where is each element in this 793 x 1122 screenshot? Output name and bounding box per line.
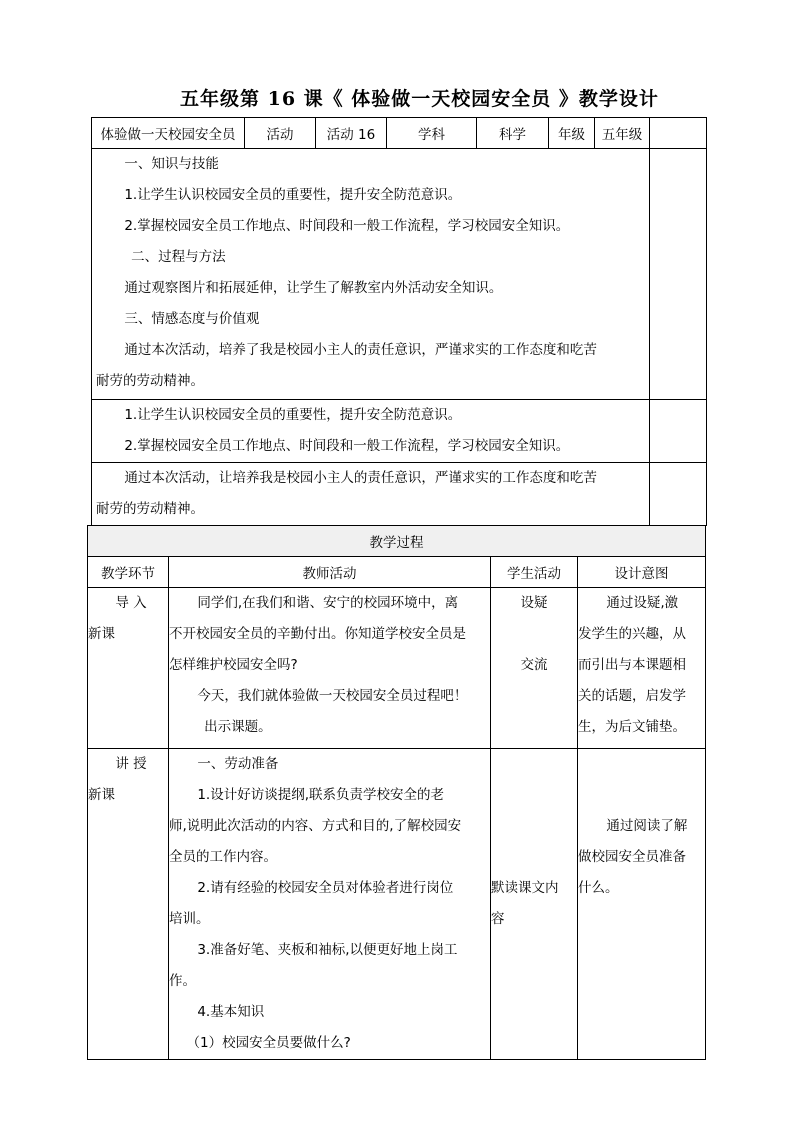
process-column-header-row: [88, 557, 706, 588]
objective-item-1: 1.让学生认识校园安全员的重要性，提升安全防范意识。: [124, 187, 462, 203]
intro-intent-line-3: 而引出与本课题相: [578, 657, 686, 673]
difficulty-side-cell: [650, 463, 707, 526]
teach-teacher-line-1: 一、劳动准备: [197, 756, 279, 772]
teach-teacher-line-10: （1）校园安全员要做什么?: [186, 1035, 351, 1051]
intro-intent-cell: [578, 588, 706, 749]
teach-student-b: 容: [491, 911, 505, 927]
grade-value-cell: 五年级: [595, 118, 650, 149]
objective-heading-3: 三、情感态度与价值观: [124, 311, 260, 327]
difficulty-line-b: 耐劳的劳动精神。: [96, 501, 204, 517]
empty-cell: [650, 118, 707, 149]
objectives-side-cell: [650, 149, 707, 400]
teach-stage-b: 新课: [88, 787, 115, 803]
process-title-row: [88, 526, 706, 557]
objectives-row: [92, 149, 707, 400]
objective-item-2: 2.掌握校园安全员工作地点、时间段和一般工作流程，学习校园安全知识。: [124, 218, 570, 234]
intro-intent-line-2: 发学生的兴趣，从: [578, 626, 686, 642]
teach-teacher-line-5: 2.请有经验的校园安全员对体验者进行岗位: [197, 880, 454, 896]
teach-row: [88, 749, 706, 1060]
intro-intent-line-1: 通过设疑,激: [606, 595, 679, 611]
spacer: [491, 619, 577, 650]
teach-teacher-line-6: 培训。: [169, 911, 210, 927]
teach-teacher-line-3: 师,说明此次活动的内容、方式和目的,了解校园安: [169, 818, 462, 834]
intro-intent-line-4: 关的话题，启发学: [578, 688, 686, 704]
teach-student-cell: [491, 749, 578, 1060]
lesson-header-row: [92, 118, 707, 149]
subject-value-cell: 科学: [477, 118, 549, 149]
teach-intent-line-1: 通过阅读了解: [606, 818, 688, 834]
teach-student-a: 默读课文内: [491, 880, 559, 896]
intro-row: [88, 588, 706, 749]
teach-intent-line-2: 做校园安全员准备: [578, 849, 686, 865]
teaching-process-table: [87, 525, 706, 1060]
intro-stage-cell: [88, 588, 169, 749]
objective-item-4b: 耐劳的劳动精神。: [96, 373, 204, 389]
intro-teacher-line-1: 同学们,在我们和谐、安宁的校园环境中，离: [197, 595, 459, 611]
col-header-student: 学生活动: [491, 557, 578, 588]
key-point-2: 2.掌握校园安全员工作地点、时间段和一般工作流程，学习校园安全知识。: [124, 438, 570, 454]
teach-teacher-line-9: 4.基本知识: [197, 1004, 265, 1020]
col-header-intent: 设计意图: [578, 557, 706, 588]
teach-stage-a: 讲 授: [115, 756, 147, 772]
col-header-stage: 教学环节: [88, 557, 169, 588]
intro-student-1: 设疑: [520, 595, 548, 611]
objective-item-4a: 通过本次活动，培养了我是校园小主人的责任意识，严谨求实的工作态度和吃苦: [124, 342, 597, 358]
col-header-teacher: 教师活动: [169, 557, 491, 588]
teach-teacher-cell: [169, 749, 491, 1060]
process-title-cell: 教学过程: [88, 526, 706, 557]
lesson-name-cell: 体验做一天校园安全员: [92, 118, 245, 149]
intro-teacher-cell: [169, 588, 491, 749]
teach-teacher-line-7: 3.准备好笔、夹板和袖标,以便更好地上岗工: [197, 942, 458, 958]
teach-teacher-line-4: 全员的工作内容。: [169, 849, 277, 865]
objective-item-3: 通过观察图片和拓展延伸，让学生了解教室内外活动安全知识。: [124, 280, 503, 296]
objective-heading-2: 二、过程与方法: [131, 249, 226, 265]
page-title: 五年级第 16 课《 体验做一天校园安全员 》教学设计: [180, 88, 659, 110]
difficulty-row: [92, 463, 707, 526]
teach-intent-line-3: 什么。: [578, 880, 619, 896]
type-value-cell: 活动 16: [316, 118, 387, 149]
intro-student-2: 交流: [520, 657, 548, 673]
type-label-cell: 活动: [245, 118, 316, 149]
intro-intent-line-5: 生，为后文铺垫。: [578, 719, 686, 735]
key-point-1: 1.让学生认识校园安全员的重要性，提升安全防范意识。: [124, 407, 462, 423]
difficulty-line-a: 通过本次活动，让培养我是校园小主人的责任意识，严谨求实的工作态度和吃苦: [124, 470, 597, 486]
teach-intent-cell: [578, 749, 706, 1060]
intro-teacher-line-2: 不开校园安全员的辛勤付出。你知道学校安全员是: [169, 626, 466, 642]
intro-teacher-line-5: 出示课题。: [204, 719, 272, 735]
teach-teacher-line-2: 1.设计好访谈提纲,联系负责学校安全的老: [197, 787, 445, 803]
key-points-row: [92, 400, 707, 463]
teach-stage-cell: [88, 749, 169, 1060]
grade-label-cell: 年级: [549, 118, 595, 149]
key-points-cell: [92, 400, 650, 463]
teach-teacher-line-8: 作。: [169, 973, 196, 989]
subject-label-cell: 学科: [387, 118, 477, 149]
objectives-cell: [92, 149, 650, 400]
intro-stage-b: 新课: [88, 626, 115, 642]
lesson-info-table: [91, 117, 707, 526]
intro-student-cell: [491, 588, 578, 749]
objective-heading-1: 一、知识与技能: [124, 156, 219, 172]
difficulty-cell: [92, 463, 650, 526]
key-points-side-cell: [650, 400, 707, 463]
intro-stage-a: 导 入: [115, 595, 147, 611]
intro-teacher-line-4: 今天，我们就体验做一天校园安全员过程吧！: [197, 688, 468, 704]
intro-teacher-line-3: 怎样维护校园安全吗?: [169, 657, 298, 673]
